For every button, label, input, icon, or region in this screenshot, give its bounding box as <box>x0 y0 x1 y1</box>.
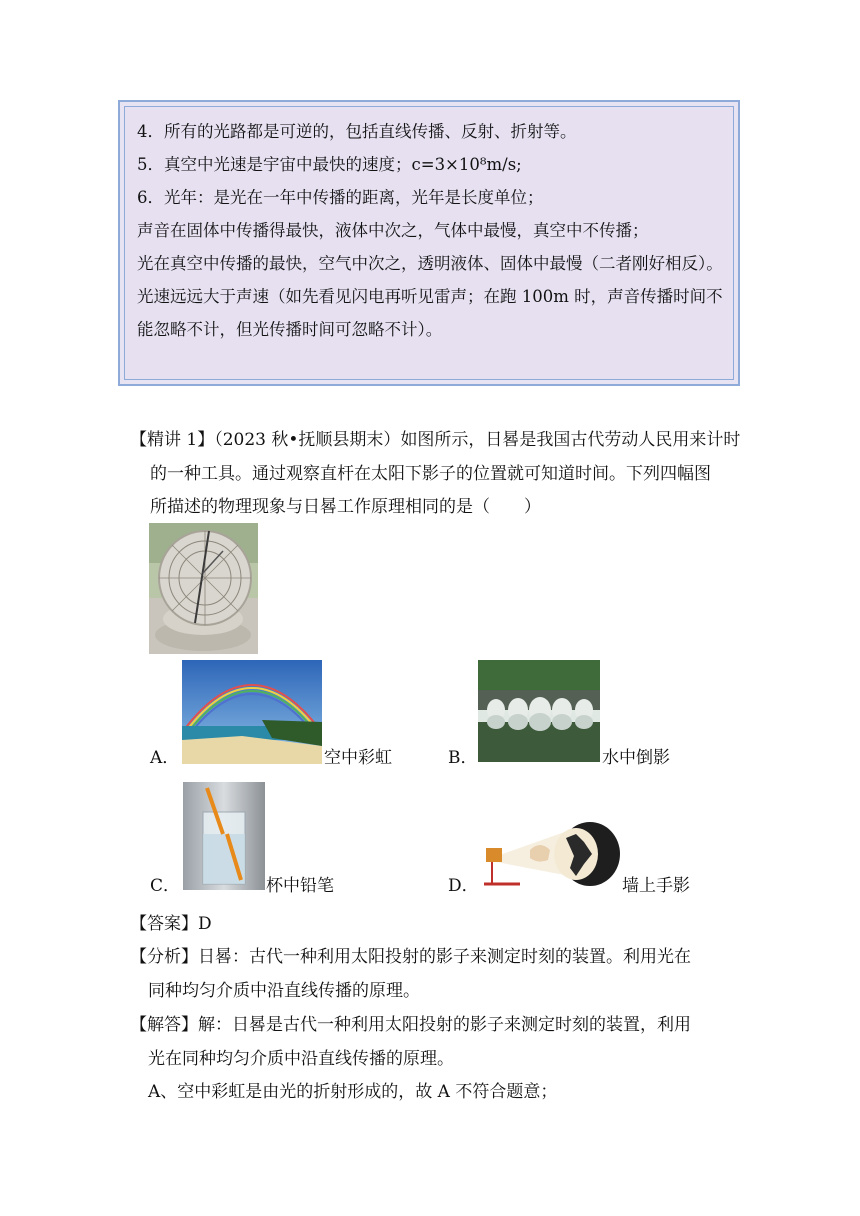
option-b-label: 水中倒影 <box>602 748 670 768</box>
answer-line: 【答案】D <box>130 914 212 934</box>
pencil-in-cup-image <box>183 782 265 890</box>
solution-line-3: A、空中彩虹是由光的折射形成的，故 A 不符合题意； <box>148 1082 558 1102</box>
summary-line: 光在真空中传播的最快，空气中次之，透明液体、固体中最慢（二者刚好相反）。 <box>137 254 723 273</box>
analysis-line-1: 【分析】日晷：古代一种利用太阳投射的影子来测定时刻的装置。利用光在 <box>130 947 691 967</box>
question-text: 如图所示，日晷是我国古代劳动人民用来计时 <box>400 430 741 450</box>
option-d-letter: D． <box>448 876 479 896</box>
sundial-image <box>149 523 258 654</box>
option-a-label: 空中彩虹 <box>324 748 392 768</box>
hand-shadow-image <box>480 820 620 890</box>
solution-line-1: 【解答】解：日晷是古代一种利用太阳投射的影子来测定时刻的装置，利用 <box>130 1015 691 1035</box>
option-a-letter: A． <box>150 748 180 768</box>
summary-line: 6．光年：是光在一年中传播的距离，光年是长度单位； <box>137 188 544 207</box>
summary-box <box>118 100 740 386</box>
summary-line: 能忽略不计，但光传播时间可忽略不计）。 <box>137 320 443 339</box>
option-b-letter: B． <box>448 748 478 768</box>
summary-line: 光速远远大于声速（如先看见闪电再听见雷声；在跑 100m 时，声音传播时间不 <box>137 287 723 306</box>
question-line-3: 所描述的物理现象与日晷工作原理相同的是（ ） <box>150 497 541 517</box>
summary-line: 5．真空中光速是宇宙中最快的速度；c=3×10⁸m/s; <box>137 155 522 174</box>
question-tag: 【精讲 1】 <box>130 430 215 450</box>
option-c-letter: C． <box>150 876 181 896</box>
analysis-line-2: 同种均匀介质中沿直线传播的原理。 <box>148 981 420 1001</box>
question-line-1 <box>130 428 740 452</box>
question-line-2: 的一种工具。通过观察直杆在太阳下影子的位置就可知道时间。下列四幅图 <box>150 464 711 484</box>
summary-box-inner <box>124 106 734 380</box>
bridge-reflection-image <box>478 660 600 762</box>
option-d-label: 墙上手影 <box>622 876 690 896</box>
summary-line: 声音在固体中传播得最快，液体中次之，气体中最慢，真空中不传播； <box>137 221 649 240</box>
question-source: （2023 秋•抚顺县期末） <box>214 430 401 450</box>
option-c-label: 杯中铅笔 <box>266 876 334 896</box>
rainbow-image <box>182 660 322 764</box>
solution-line-2: 光在同种均匀介质中沿直线传播的原理。 <box>148 1049 454 1069</box>
summary-line: 4．所有的光路都是可逆的，包括直线传播、反射、折射等。 <box>137 122 577 141</box>
